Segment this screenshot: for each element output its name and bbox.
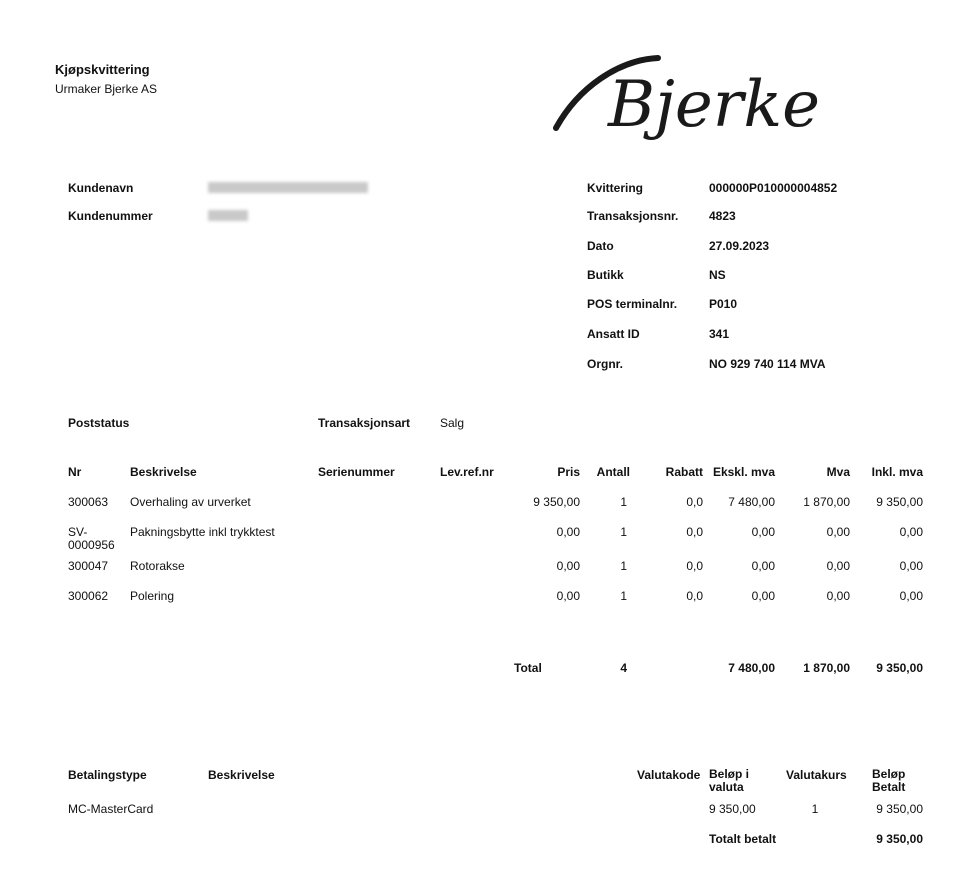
col-payment-type: Betalingstype	[68, 768, 147, 782]
row-nr: 300062	[68, 589, 109, 603]
total-vat: 1 870,00	[803, 661, 850, 675]
col-serial: Serienummer	[318, 465, 395, 479]
col-nr: Nr	[68, 465, 82, 479]
row-excl-vat: 0,00	[751, 589, 775, 603]
receipt-value: 000000P010000004852	[709, 181, 838, 195]
payment-amount-paid: 9 350,00	[876, 802, 923, 816]
col-amount-paid	[872, 768, 905, 794]
pos-terminal-value: P010	[709, 297, 738, 311]
row-discount: 0,0	[686, 559, 703, 573]
org-number-label: Orgnr.	[587, 357, 624, 371]
row-price: 0,00	[556, 559, 580, 573]
col-quantity: Antall	[596, 465, 630, 479]
row-vat: 0,00	[826, 525, 850, 539]
logo-wordmark: Bjerke	[608, 68, 820, 142]
col-amount-currency-line2: valuta	[709, 780, 744, 794]
row-incl-vat: 0,00	[899, 589, 923, 603]
col-discount: Rabatt	[665, 465, 703, 479]
date-value: 27.09.2023	[709, 239, 770, 253]
poststatus-label: Poststatus	[68, 416, 130, 430]
total-label: Total	[514, 661, 542, 675]
payment-type: MC-MasterCard	[68, 802, 154, 816]
row-incl-vat: 0,00	[899, 559, 923, 573]
row-discount: 0,0	[686, 589, 703, 603]
row-description: Polering	[130, 589, 175, 603]
pos-terminal-label: POS terminalnr.	[587, 297, 678, 311]
customer-name-redacted	[208, 182, 368, 193]
total-excl-vat: 7 480,00	[728, 661, 775, 675]
row-price: 9 350,00	[533, 495, 580, 509]
col-price: Pris	[557, 465, 580, 479]
row-incl-vat: 9 350,00	[876, 495, 923, 509]
row-excl-vat: 0,00	[751, 559, 775, 573]
row-excl-vat: 0,00	[751, 525, 775, 539]
document-title: Kjøpskvittering	[55, 62, 150, 77]
total-incl-vat: 9 350,00	[876, 661, 923, 675]
row-excl-vat: 7 480,00	[728, 495, 775, 509]
col-amount-currency	[709, 768, 749, 794]
col-supplier-ref: Lev.ref.nr	[440, 465, 494, 479]
transaction-type-value: Salg	[440, 416, 465, 430]
customer-number-label: Kundenummer	[68, 209, 153, 223]
receipt-label: Kvittering	[587, 181, 644, 195]
row-description: Rotorakse	[130, 559, 185, 573]
col-description: Beskrivelse	[130, 465, 197, 479]
col-vat: Mva	[826, 465, 850, 479]
row-nr-continued: 0000956	[68, 538, 115, 552]
employee-id-label: Ansatt ID	[587, 327, 640, 341]
date-label: Dato	[587, 239, 614, 253]
row-price: 0,00	[556, 525, 580, 539]
col-amount-currency-line1: Beløp i	[709, 767, 750, 781]
total-quantity: 4	[620, 661, 627, 675]
row-quantity: 1	[620, 525, 627, 539]
row-incl-vat: 0,00	[899, 525, 923, 539]
col-amount-paid-line2: Betalt	[872, 780, 906, 794]
row-quantity: 1	[620, 559, 627, 573]
row-discount: 0,0	[686, 495, 703, 509]
row-vat: 0,00	[826, 559, 850, 573]
employee-id-value: 341	[709, 327, 730, 341]
col-exchange-rate: Valutakurs	[786, 768, 847, 782]
col-currency-code: Valutakode	[637, 768, 701, 782]
row-description: Pakningsbytte inkl trykktest	[130, 525, 275, 539]
transaction-type-label: Transaksjonsart	[318, 416, 411, 430]
customer-name-label: Kundenavn	[68, 181, 134, 195]
col-payment-description: Beskrivelse	[208, 768, 275, 782]
transaction-number-label: Transaksjonsnr.	[587, 209, 679, 223]
col-incl-vat: Inkl. mva	[871, 465, 923, 479]
row-nr: 300063	[68, 495, 109, 509]
row-vat: 1 870,00	[803, 495, 850, 509]
company-name: Urmaker Bjerke AS	[55, 82, 158, 96]
row-nr: 300047	[68, 559, 109, 573]
row-description: Overhaling av urverket	[130, 495, 251, 509]
row-price: 0,00	[556, 589, 580, 603]
total-paid-label: Totalt betalt	[709, 832, 777, 846]
row-quantity: 1	[620, 589, 627, 603]
bjerke-logo	[548, 48, 866, 152]
customer-number-redacted	[208, 210, 248, 221]
row-nr: SV-	[68, 525, 88, 539]
row-discount: 0,0	[686, 525, 703, 539]
store-value: NS	[709, 268, 726, 282]
col-excl-vat: Ekskl. mva	[712, 465, 775, 479]
total-paid-value: 9 350,00	[876, 832, 923, 846]
col-amount-paid-line1: Beløp	[872, 767, 906, 781]
store-label: Butikk	[587, 268, 624, 282]
row-quantity: 1	[620, 495, 627, 509]
org-number-value: NO 929 740 114 MVA	[709, 357, 826, 371]
payment-amount-currency: 9 350,00	[709, 802, 756, 816]
row-vat: 0,00	[826, 589, 850, 603]
payment-exchange-rate: 1	[811, 802, 819, 816]
transaction-number-value: 4823	[709, 209, 736, 223]
